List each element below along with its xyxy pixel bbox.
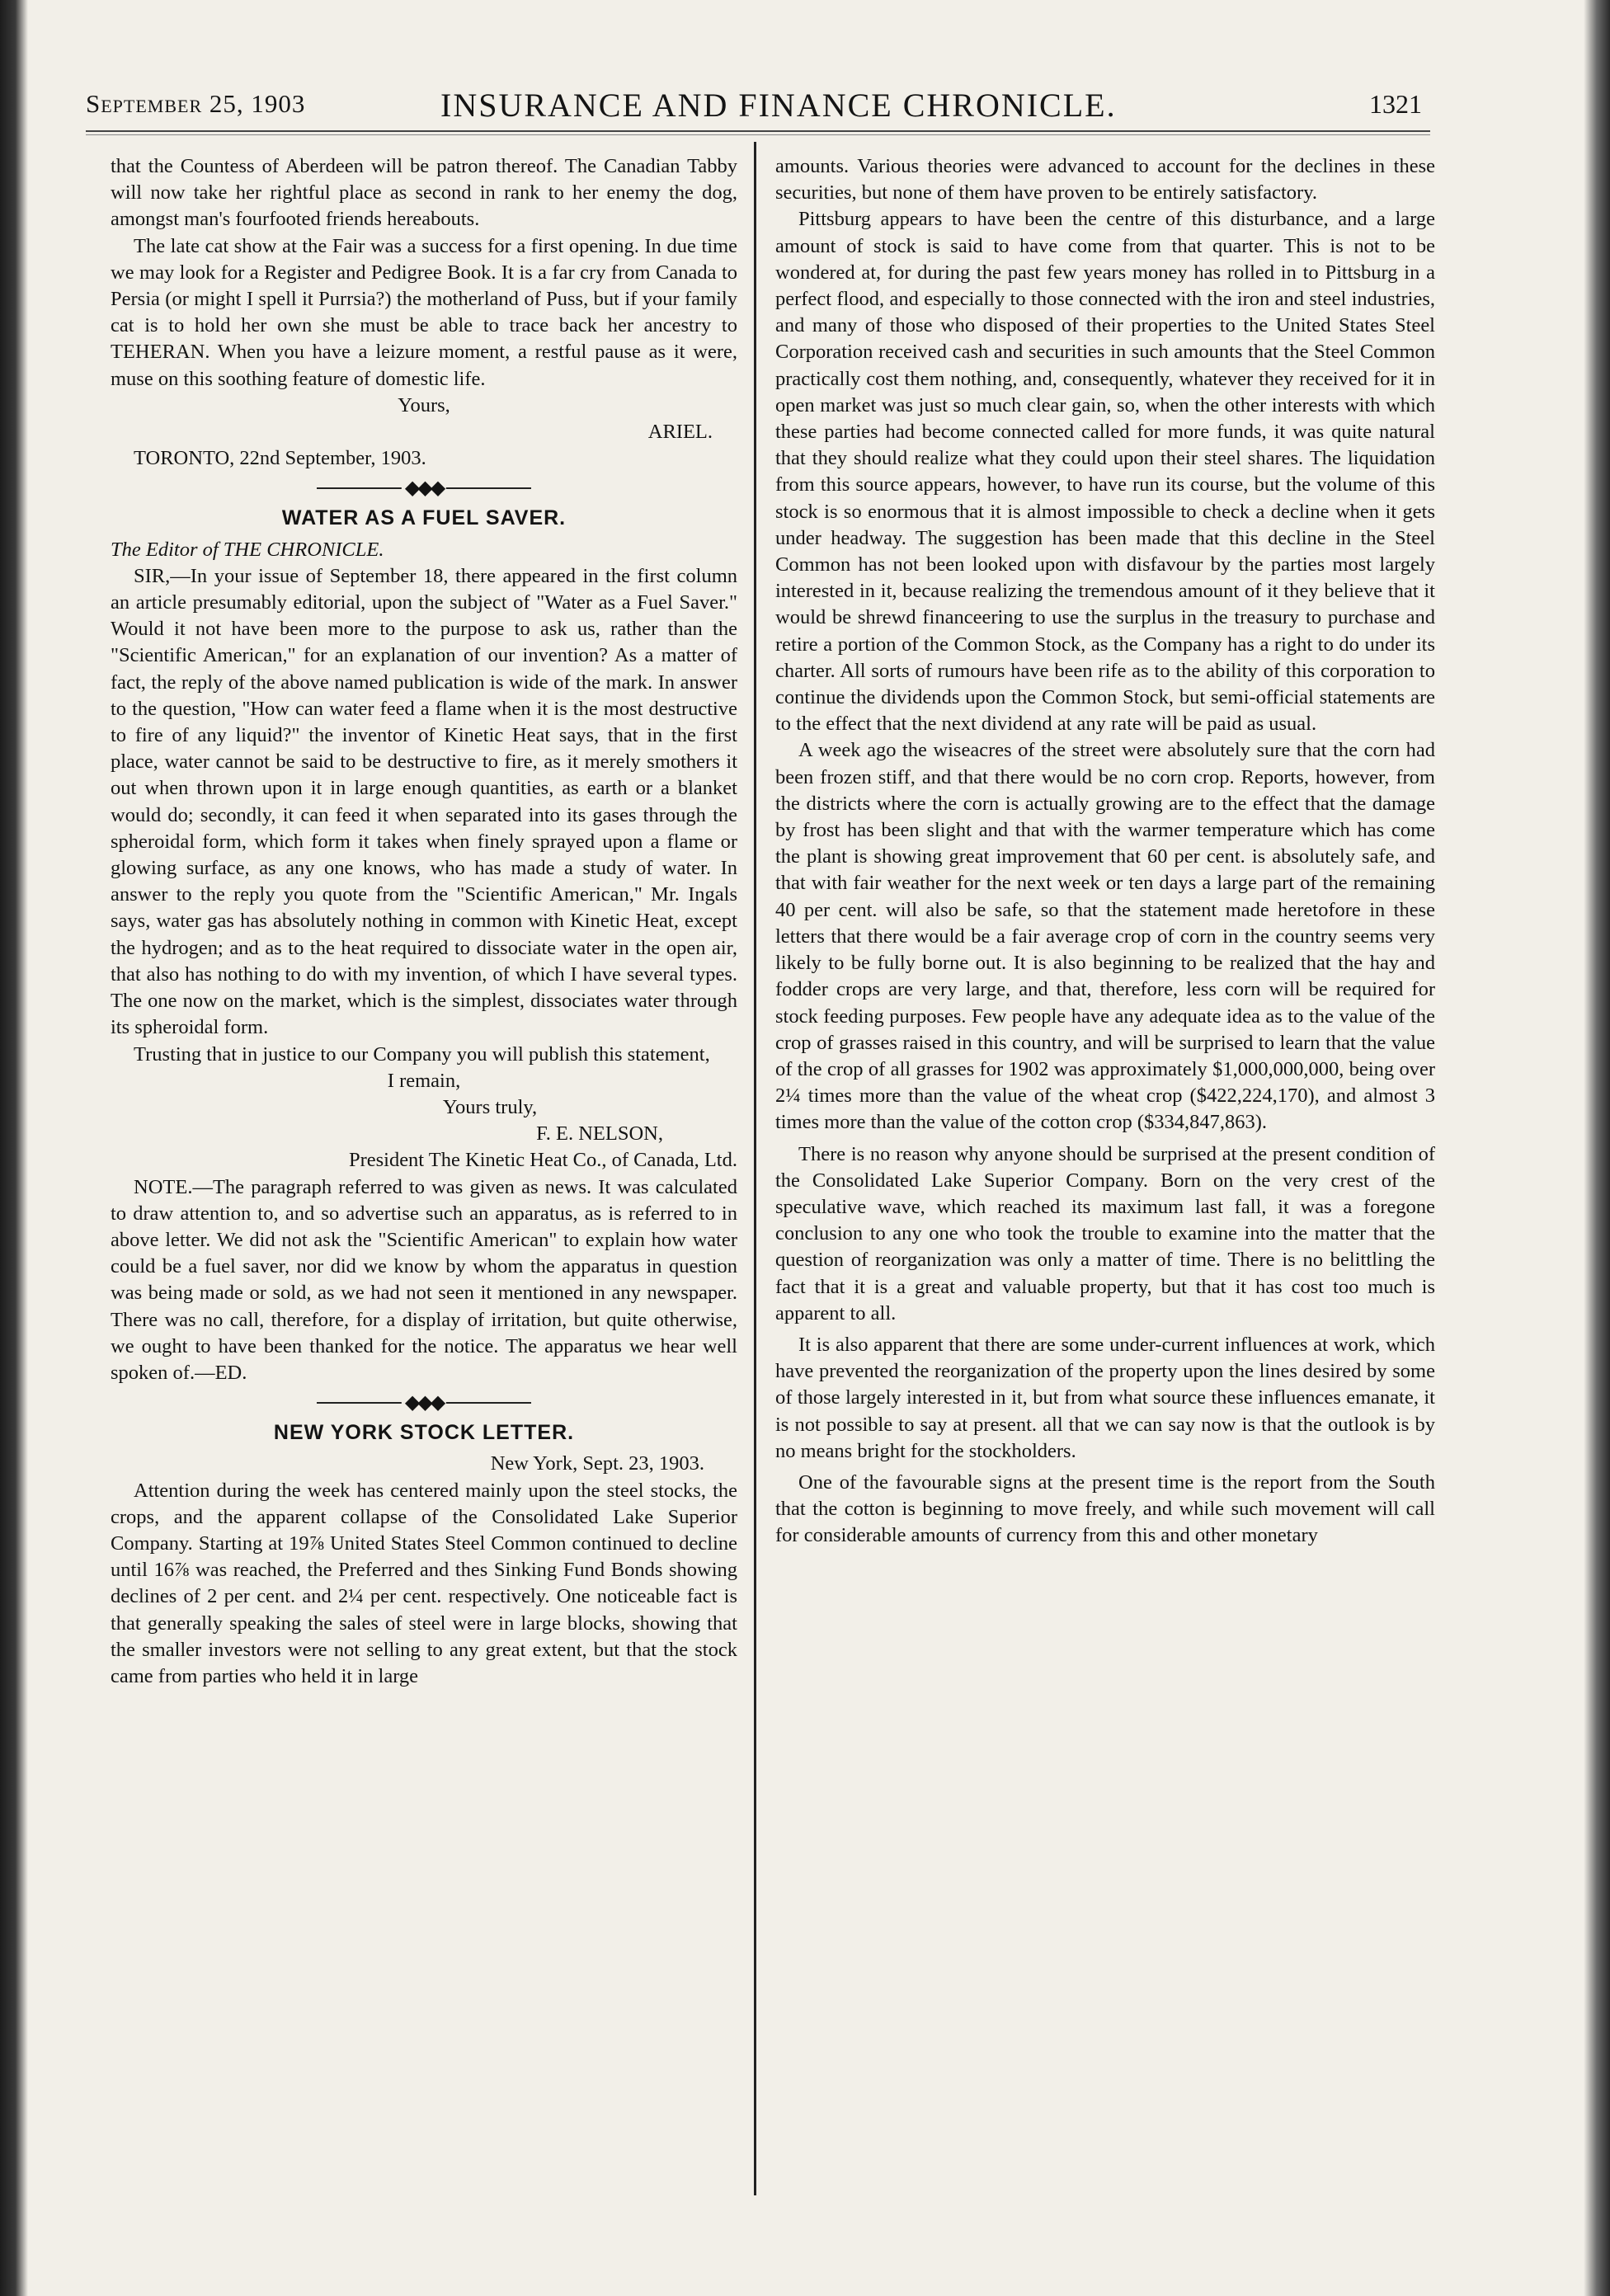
page-header [86, 86, 1422, 124]
water-paragraph: Trusting that in justice to our Company you will publish this statement, [134, 1042, 710, 1066]
section-divider: ◆◆◆ [111, 477, 737, 500]
ny-paragraph: amounts. Various theories were advanced to account for the declines in these securities, but none of them have proven to be entirely satisfactory. [775, 155, 1435, 205]
ny-dateline: New York, Sept. 23, 1903. [490, 1452, 704, 1475]
editor-note: NOTE.—The paragraph referred to was given as news. It was calculated to draw attention to, and so advertise such an apparatus, as is referred to in above letter. We did not ask the "Scientific American" to explain how water could be a fuel saver, nor did we know by whom the apparatus in question was being made or sold, as we had not seen it mentioned in any newspaper. There was no call, therefore, for a display of irritation, but quite otherwise, we ought to have been thanked for the notice. The apparatus we hear well spoken of.—ED. [111, 1175, 737, 1384]
signature-ariel: ARIEL. [647, 421, 713, 444]
scan-left-edge [0, 0, 28, 2296]
water-paragraph: SIR,—In your issue of September 18, there appeared in the first column an article presumably editorial, upon the subject of "Water as a Fuel Saver." Would it not have been more to the purpose to ask us, rather than the "Scientific American," for an explanation of our invention? As a matter of fact, the reply of the above named publication is wide of the mark. In answer to the question, "How can water feed a flame when it is the most destructive to fire of any liquid?" the inventor of Kinetic Heat says, that in the first place, water cannot be said to be destructive to fire, as it merely smothers it out when thrown upon it in large enough quantities, as earth or a blanket would do; secondly, it can feed it when separated into its gases through the spheroidal form, which form it takes when finely sprayed upon a flame or glowing surface, as any one knows, who has made a study of water. In answer to the reply you quote from the "Scientific American," Mr. Ingals says, water gas has absolutely nothing in common with Kinetic Heat, except the hydrogen; and as to the heat required to dissociate water in the open air, that also has nothing to do with my invention, of which I have several types. The one now on the market, which is the simplest, dissociates water through its spheroidal form. [111, 564, 737, 1039]
heading-water-fuel-saver: WATER AS A FUEL SAVER. [281, 506, 567, 530]
signature-nelson: F. E. NELSON, [536, 1122, 663, 1146]
right-column [775, 153, 1435, 1550]
section-divider: ◆◆◆ [111, 1391, 737, 1414]
letter-closing: Yours, [398, 393, 450, 416]
column-rule [754, 142, 756, 2195]
nelson-title: President The Kinetic Heat Co., of Canada, Ltd. [348, 1149, 737, 1172]
left-column [111, 153, 737, 1690]
ny-paragraph: There is no reason why anyone should be surprised at the present condition of the Consolidated Lake Superior Company. Born on the very crest of the speculative wave, which reached its maximum last fall, it was a foregone conclusion to any one who took the trouble to examine into the matter that the question of reorganization was only a matter of time. There is no belittling the fact that it is a great and valuable property, but that it has cost too much is apparent to all. [775, 1142, 1435, 1324]
closing-i-remain: I remain, [387, 1069, 461, 1092]
header-date: September 25, 1903 [86, 89, 306, 118]
ny-paragraph: It is also apparent that there are some under-current influences at work, which have prevented the reorganization of the property upon the lines desired by some of those largely interested in it, but from what source these influences emanate, it is not possible to say at present. all that we can say now is that the outlook is by no means bright for the stockholders. [775, 1333, 1435, 1462]
closing-yours-truly: Yours truly, [442, 1095, 538, 1118]
ny-paragraph: One of the favourable signs at the present time is the report from the South that the cotton is beginning to move freely, and while such movement will call for considerable amounts of currency from this and other monetary [775, 1470, 1435, 1547]
header-rule [86, 130, 1430, 135]
editor-salutation: The Editor of THE CHRONICLE. [111, 538, 384, 561]
letter-paragraph: that the Countess of Aberdeen will be patron thereof. The Canadian Tabby will now take her rightful place as second in rank to her enemy the dog, amongst man's fourfooted friends hereabouts. [111, 155, 737, 231]
letter-dateline: TORONTO, 22nd September, 1903. [134, 447, 426, 470]
heading-ny-stock-letter: NEW YORK STOCK LETTER. [273, 1421, 575, 1445]
header-title: INSURANCE AND FINANCE CHRONICLE. [440, 87, 1117, 124]
ny-paragraph: Pittsburg appears to have been the centre of this disturbance, and a large amount of stock is said to have come from that quarter. This is not to be wondered at, for during the past few years money has rolled in to Pittsburg in a perfect flood, and especially to those connected with the iron and steel industries, and many of those who disposed of their properties to the United States Steel Corporation received cash and securities in such amounts that the Steel Common practically cost them nothing, and, consequently, whatever they received for it in open market was just so much clear gain, so, when the other interests with which these parties had become connected called for more funds, it was quite natural that they should realize what they could upon their steel shares. The liquidation from this source appears, however, to have run its course, but the volume of this stock is so enormous that it is almost impossible to check a decline when it gets under headway. The suggestion has been made that this decline in the Steel Common has not been looked upon with disfavour by the parties most largely interested in it, because realizing the tremendous amount of it they believe that it would be shrewd financeering to use the surplus in the treasury to purchase and retire a portion of the Common Stock, as the Company has a right to do under its charter. All sorts of rumours have been rife as to the ability of this corporation to continue the dividends upon the Common Stock, but semi-official statements are to the effect that the next dividend at any rate will be paid as usual. [775, 208, 1435, 736]
scan-right-edge [1584, 0, 1610, 2296]
letter-paragraph: The late cat show at the Fair was a success for a first opening. In due time we may look for a Register and Pedigree Book. It is a far cry from Canada to Persia (or might I spell it Purrsia?) the motherland of Puss, but if your family cat is to hold her own she must be able to trace back her ancestry to TEHERAN. When you have a leizure moment, a restful pause as it were, muse on this soothing feature of domestic life. [111, 234, 737, 390]
page-number: 1321 [1369, 89, 1422, 119]
ny-paragraph: Attention during the week has centered mainly upon the steel stocks, the crops, and the apparent collapse of the Consolidated Lake Superior Company. Starting at 19⅞ United States Steel Common continued to decline until 16⅞ was reached, the Preferred and thes Sinking Fund Bonds showing declines of 2 per cent. and 2¼ per cent. respectively. One noticeable fact is that generally speaking the sales of steel were in large blocks, showing that the smaller investors were not selling to any great extent, but that the stock came from parties who held it in large [111, 1479, 737, 1687]
ny-paragraph: A week ago the wiseacres of the street were absolutely sure that the corn had been frozen stiff, and that there would be no corn crop. Reports, however, from the districts where the corn is actually growing are to the effect that the damage by frost has been slight and that with the warmer temperature which has come the plant is showing great improvement that 60 per cent. is absolutely safe, and that with fair weather for the next week or ten days a large part of the remaining 40 per cent. will also be safe, so that the statement made heretofore in these letters that there would be a fair average crop of corn in the country seems very likely to be fully borne out. It is also beginning to be realized that the hay and fodder crops are very large, and that, therefore, less corn will be required for stock feeding purposes. Few people have any adequate idea as to the value of the crop of grasses raised in this country, and will be surprised to learn that the value of the crop of all grasses for 1902 was approximately $1,000,000,000, being over 2¼ times more than the value of the wheat crop ($422,224,170), and almost 3 times more than the value of the cotton crop ($334,847,863). [775, 739, 1435, 1134]
